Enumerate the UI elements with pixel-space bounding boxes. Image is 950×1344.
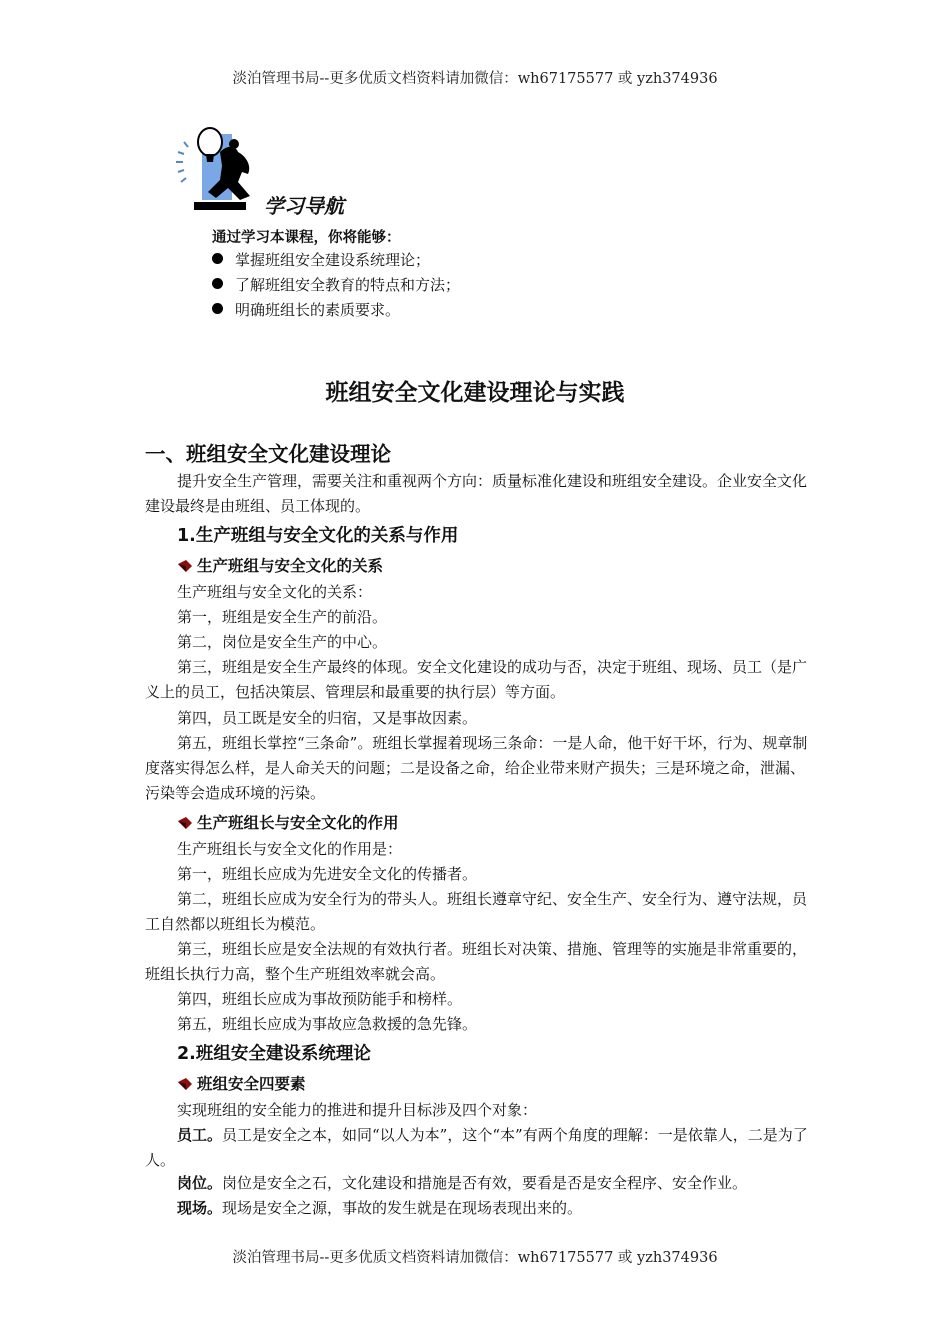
topic-heading bbox=[177, 1072, 306, 1094]
bullet-icon bbox=[212, 303, 223, 314]
paragraph-text: 第四，员工既是安全的归宿，又是事故因素。 bbox=[177, 709, 478, 727]
paragraph-text: 第一，班组长应成为先进安全文化的传播者。 bbox=[177, 865, 478, 883]
paragraph-text: 第二，班组长应成为安全行为的带头人。班组长遵章守纪、安全生产、安全行为、遵守法规，员工自然都以班组长为模范。 bbox=[145, 890, 808, 933]
paragraph bbox=[145, 605, 817, 630]
learning-nav-title: 学习导航 bbox=[264, 194, 344, 218]
diamond-arrow-icon bbox=[177, 816, 193, 830]
element-text: 员工是安全之本，如同“以人为本”，这个“本”有两个角度的理解：一是依靠人，二是为了人。 bbox=[145, 1126, 808, 1169]
paragraph-text: 第一，班组是安全生产的前沿。 bbox=[177, 608, 388, 626]
subsection-heading: 1.生产班组与安全文化的关系与作用 bbox=[177, 526, 459, 546]
paragraph-text: 实现班组的安全能力的推进和提升目标涉及四个对象： bbox=[177, 1101, 538, 1119]
paragraph bbox=[145, 469, 817, 519]
goal-text: 了解班组安全教育的特点和方法； bbox=[235, 276, 461, 294]
goal-item bbox=[212, 249, 430, 270]
subsection-heading: 2.班组安全建设系统理论 bbox=[177, 1044, 371, 1064]
element-item bbox=[145, 1123, 817, 1173]
paragraph-text: 生产班组长与安全文化的作用是： bbox=[177, 840, 403, 858]
diamond-arrow-icon bbox=[177, 559, 193, 573]
learning-navigation-logo-icon bbox=[176, 122, 266, 214]
paragraph bbox=[145, 887, 817, 937]
diamond-arrow-icon bbox=[177, 1077, 193, 1091]
paragraph bbox=[145, 862, 817, 887]
paragraph-text: 提升安全生产管理，需要关注和重视两个方向：质量标准化建设和班组安全建设。企业安全文化建设最终是由班组、员工体现的。 bbox=[145, 472, 808, 515]
paragraph bbox=[145, 1012, 817, 1037]
section-heading: 一、班组安全文化建设理论 bbox=[145, 442, 391, 466]
paragraph-text: 生产班组与安全文化的关系： bbox=[177, 583, 373, 601]
element-term: 员工。 bbox=[177, 1126, 223, 1144]
element-item bbox=[145, 1196, 817, 1221]
topic-heading bbox=[177, 554, 383, 576]
bullet-icon bbox=[212, 253, 223, 264]
document-title: 班组安全文化建设理论与实践 bbox=[325, 380, 625, 406]
page-footer: 淡泊管理书局--更多优质文档资料请加微信：wh67175577 或 yzh374936 bbox=[232, 1250, 718, 1266]
paragraph-text: 第二，岗位是安全生产的中心。 bbox=[177, 633, 388, 651]
paragraph bbox=[145, 706, 817, 731]
page-header: 淡泊管理书局--更多优质文档资料请加微信：wh67175577 或 yzh374936 bbox=[232, 71, 718, 87]
paragraph bbox=[145, 937, 817, 987]
paragraph bbox=[145, 630, 817, 655]
topic-heading-text: 生产班组与安全文化的关系 bbox=[197, 557, 384, 575]
goal-item bbox=[212, 274, 460, 295]
paragraph-text: 第五，班组长掌控“三条命”。班组长掌握着现场三条命：一是人命，他干好干坏，行为、规章制度落实得怎么样，是人命关天的问题；二是设备之命，给企业带来财产损失；三是环境之命，泄漏、污染等会造成环境的污染。 bbox=[145, 734, 808, 802]
paragraph bbox=[145, 987, 817, 1012]
paragraph-text: 第五，班组长应成为事故应急救援的急先锋。 bbox=[177, 1015, 478, 1033]
paragraph-text: 第三，班组是安全生产最终的体现。安全文化建设的成功与否，决定于班组、现场、员工（是广义上的员工，包括决策层、管理层和最重要的执行层）等方面。 bbox=[145, 658, 808, 701]
goal-text: 掌握班组安全建设系统理论； bbox=[235, 251, 431, 269]
paragraph-text: 第三，班组长应是安全法规的有效执行者。班组长对决策、措施、管理等的实施是非常重要的，班组长执行力高，整个生产班组效率就会高。 bbox=[145, 940, 808, 983]
goal-item bbox=[212, 299, 400, 320]
learning-nav-intro: 通过学习本课程，你将能够： bbox=[212, 229, 401, 246]
element-term: 岗位。 bbox=[177, 1174, 223, 1192]
paragraph bbox=[145, 580, 817, 605]
element-term: 现场。 bbox=[177, 1199, 223, 1217]
element-text: 现场是安全之源，事故的发生就是在现场表现出来的。 bbox=[222, 1199, 583, 1217]
goal-text: 明确班组长的素质要求。 bbox=[235, 301, 401, 319]
bullet-icon bbox=[212, 278, 223, 289]
paragraph-text: 第四，班组长应成为事故预防能手和榜样。 bbox=[177, 990, 463, 1008]
paragraph bbox=[145, 731, 817, 806]
topic-heading-text: 生产班组长与安全文化的作用 bbox=[197, 814, 399, 832]
element-text: 岗位是安全之石，文化建设和措施是否有效，要看是否是安全程序、安全作业。 bbox=[222, 1174, 748, 1192]
topic-heading-text: 班组安全四要素 bbox=[197, 1075, 306, 1093]
element-item bbox=[145, 1171, 817, 1196]
paragraph bbox=[145, 837, 817, 862]
paragraph bbox=[145, 1098, 817, 1123]
topic-heading bbox=[177, 811, 399, 833]
paragraph bbox=[145, 655, 817, 705]
